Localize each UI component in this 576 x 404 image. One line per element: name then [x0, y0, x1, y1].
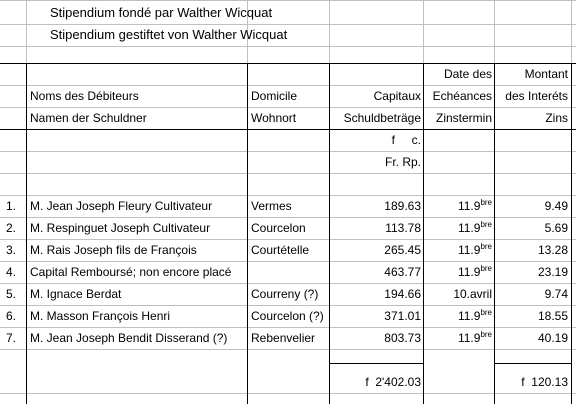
column-border	[26, 63, 27, 404]
header-bottom-border	[0, 129, 576, 130]
column-border	[571, 63, 572, 404]
grid-line	[0, 393, 576, 394]
interest-amount: 18.55	[537, 309, 568, 323]
debtor-capital: 265.45	[384, 243, 421, 257]
header-amount-fr-1: Montant	[524, 67, 568, 81]
due-date	[424, 261, 492, 283]
grid-line	[0, 0, 576, 1]
title-french: Stipendium fondé par Walther Wicquat	[50, 5, 273, 20]
interest-amount: 9.74	[544, 287, 568, 301]
debtor-domicile: Rebenvelier	[251, 331, 316, 345]
due-date-value: 11.9	[457, 309, 481, 323]
due-date-month: bre	[480, 308, 492, 317]
row-number: 1.	[6, 199, 17, 213]
header-capital-fr: Capitaux	[373, 89, 421, 103]
header-domicile-de: Wohnort	[251, 111, 297, 125]
total-capital: f 2'402.03	[365, 375, 421, 389]
column-border	[247, 63, 248, 404]
row-number: 6.	[6, 309, 17, 323]
debtor-name: M. Jean Joseph Fleury Cultivateur	[30, 199, 213, 213]
debtor-capital: 371.01	[384, 309, 421, 323]
debtor-name: Capital Remboursé; non encore placé	[30, 265, 232, 279]
interest-amount: 9.49	[544, 199, 568, 213]
interest-amount: 23.19	[537, 265, 568, 279]
due-date-value: 10.avril	[453, 287, 492, 301]
due-date-month: bre	[480, 242, 492, 251]
row-number: 7.	[6, 331, 17, 345]
debtor-name: M. Ignace Berdat	[30, 287, 122, 301]
due-date	[424, 217, 492, 239]
header-amount-fr-2: des Interéts	[505, 89, 568, 103]
due-date-value: 11.9	[457, 331, 481, 345]
grid-line	[0, 349, 576, 350]
debtor-name: M. Respinguet Joseph Cultivateur	[30, 221, 211, 235]
due-date-month: bre	[480, 220, 492, 229]
due-date	[424, 283, 492, 305]
grid-line	[0, 46, 576, 47]
interest-amount: 5.69	[544, 221, 568, 235]
due-date-value: 11.9	[457, 265, 481, 279]
debtor-domicile: Courreny (?)	[251, 287, 319, 301]
debtor-name: M. Jean Joseph Bendit Disserand (?)	[30, 331, 228, 345]
due-date-month: bre	[480, 198, 492, 207]
title-german: Stipendium gestiftet von Walther Wicquat	[50, 27, 288, 42]
header-date-de: Zinstermin	[435, 111, 492, 125]
row-number: 5.	[6, 287, 17, 301]
currency-units: f c.	[391, 133, 421, 147]
row-number: 4.	[6, 265, 17, 279]
header-date-fr-2: Echéances	[432, 89, 492, 103]
debtor-capital: 463.77	[384, 265, 421, 279]
total-capital-border	[329, 363, 423, 364]
currency-units-de: Fr. Rp.	[384, 155, 421, 169]
interest-amount: 40.19	[537, 331, 568, 345]
header-debtor-fr: Noms des Débiteurs	[30, 89, 139, 103]
due-date-value: 11.9	[457, 199, 481, 213]
interest-amount: 13.28	[537, 243, 568, 257]
row-number: 2.	[6, 221, 17, 235]
header-debtor-de: Namen der Schuldner	[30, 111, 147, 125]
debtor-domicile: Courtételle	[251, 243, 310, 257]
header-amount-de: Zins	[545, 111, 568, 125]
debtor-domicile: Courcelon	[251, 221, 306, 235]
due-date-value: 11.9	[457, 243, 481, 257]
due-date	[424, 327, 492, 349]
total-interest-border	[494, 363, 571, 364]
debtor-capital: 194.66	[384, 287, 421, 301]
due-date-value: 11.9	[457, 221, 481, 235]
grid-line	[0, 173, 576, 174]
grid-line	[0, 151, 576, 152]
header-capital-de: Schuldbeträge	[343, 111, 421, 125]
debtor-capital: 803.73	[384, 331, 421, 345]
header-date-fr-1: Date des	[443, 67, 492, 81]
due-date-month: bre	[480, 264, 492, 273]
header-domicile-fr: Domicile	[251, 89, 298, 103]
debtor-name: M. Masson François Henri	[30, 309, 171, 323]
debtor-capital: 113.78	[385, 221, 421, 235]
row-number: 3.	[6, 243, 17, 257]
due-date	[424, 305, 492, 327]
due-date-month: bre	[480, 330, 492, 339]
debtor-name: M. Rais Joseph fils de François	[30, 243, 197, 257]
due-date	[424, 239, 492, 261]
debtor-domicile: Courcelon (?)	[251, 309, 324, 323]
debtor-capital: 189.63	[384, 199, 421, 213]
debtor-domicile: Vermes	[251, 199, 292, 213]
due-date	[424, 195, 492, 217]
total-interest: f 120.13	[521, 375, 568, 389]
